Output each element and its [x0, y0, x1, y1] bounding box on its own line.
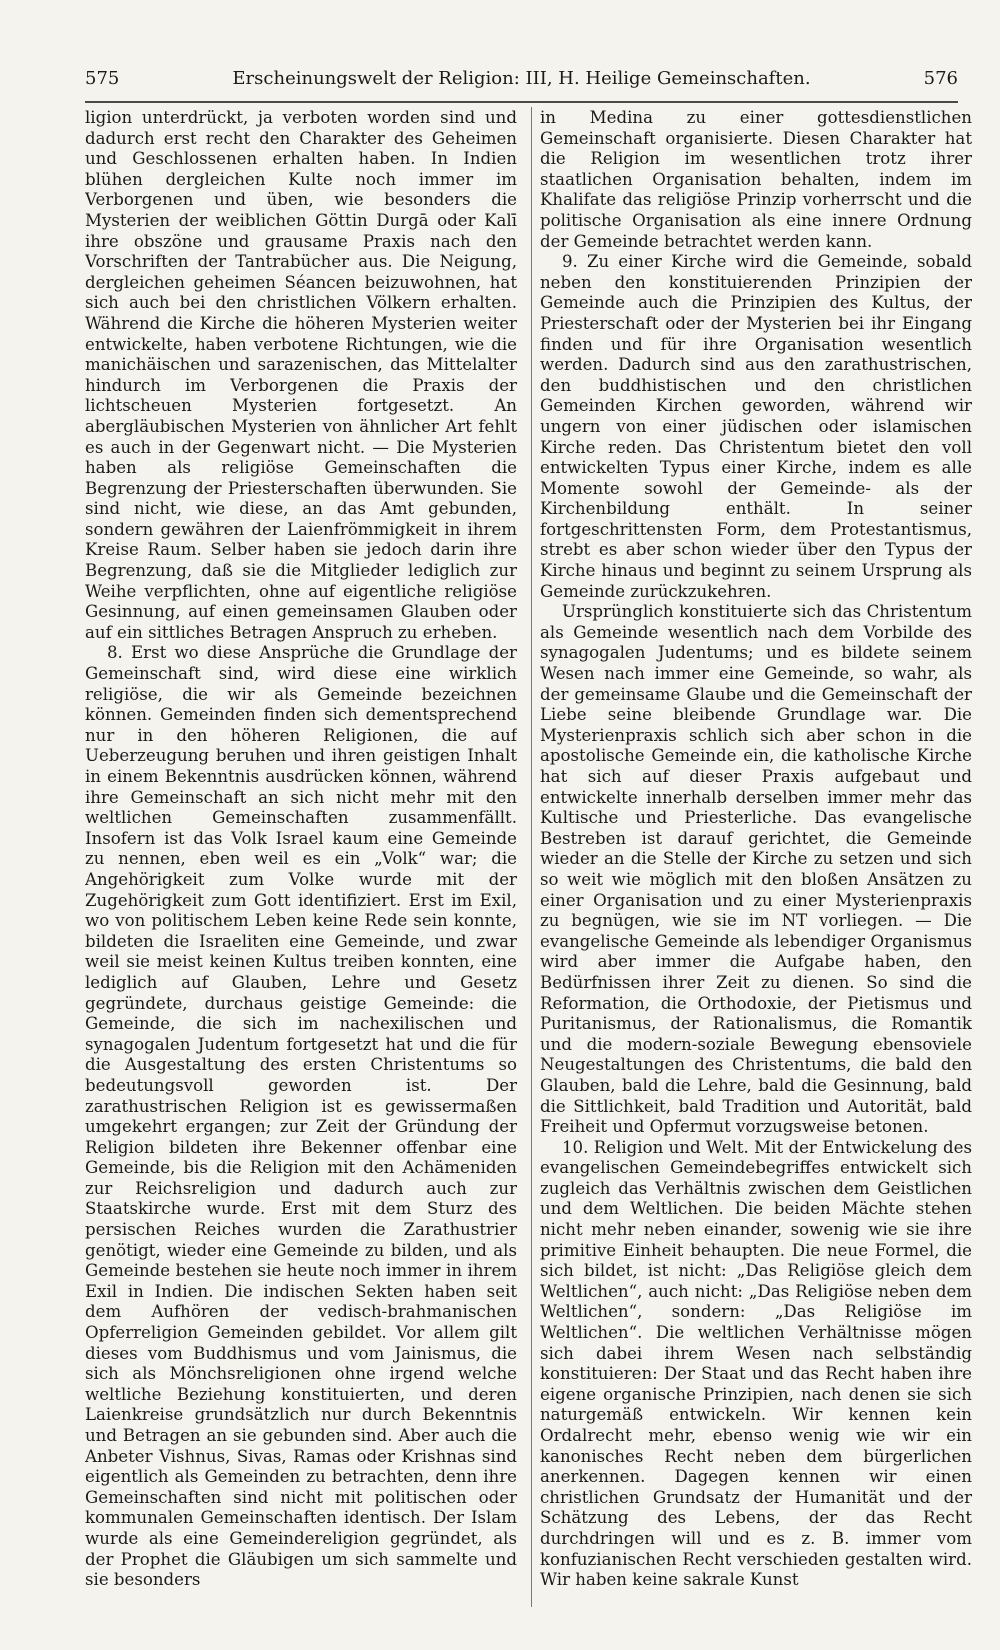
- page-number-left: 575: [85, 68, 120, 89]
- column-divider: [531, 107, 532, 1607]
- paragraph: 10. Religion und Welt. Mit der Entwickelung des evangelischen Gemeindebegriffes entwickelt sich zugleich das Verhältnis zwischen dem Geistlichen und dem Weltlichen. Die beiden Mächte stehen nicht mehr neben einander, sowenig wie sie ihre primitive Einheit behaupten. Die neue Formel, die sich bildet, ist nicht: „Das Religiöse gleich dem Weltlichen“, auch nicht: „Das Religiöse neben dem Weltlichen“, sondern: „Das Religiöse im Weltlichen“. Die weltlichen Verhältnisse mögen sich dabei ihrem Wesen nach selbständig konstituieren: Der Staat und das Recht haben ihre eigene organische Prinzipien, nach denen sie sich naturgemäß entwickeln. Wir kennen kein Ordalrecht mehr, ebenso wenig wie wir ein kanonisches Recht neben dem bürgerlichen anerkennen. Dagegen kennen wir einen christlichen Grundsatz der Humanität und der Schätzung des Lebens, der das Recht durchdringen will und es z. B. immer vom konfuzianischen Recht verschieden gestalten wird. Wir haben keine sakrale Kunst: [540, 1137, 972, 1590]
- header-rule: [85, 101, 958, 103]
- right-column: [540, 108, 972, 1613]
- running-title: Erscheinungswelt der Religion: III, H. Heilige Gemeinschaften.: [232, 68, 811, 89]
- left-column: [85, 108, 517, 1613]
- page-number-right: 576: [923, 68, 958, 89]
- paragraph: ligion unterdrückt, ja verboten worden sind und dadurch erst recht den Charakter des Geheimen und Geschlossenen erhalten haben. In Indien blühen dergleichen Kulte noch immer im Verborgenen und üben, wie besonders die Mysterien der weiblichen Göttin Durgā oder Kalī ihre obszöne und grausame Praxis nach den Vorschriften der Tantrabücher aus. Die Neigung, dergleichen geheimen Séancen beizuwohnen, hat sich auch bei den christlichen Völkern erhalten. Während die Kirche die höheren Mysterien weiter entwickelte, haben verbotene Richtungen, wie die manichäischen und sarazenischen, das Mittelalter hindurch im Verborgenen die Praxis der lichtscheuen Mysterien fortgesetzt. An abergläubischen Mysterien von ähnlicher Art fehlt es auch in der Gegenwart nicht. — Die Mysterien haben als religiöse Gemeinschaften die Begrenzung der Priesterschaften überwunden. Sie sind nicht, wie diese, an das Amt gebunden, sondern gewähren der Laienfrömmigkeit in ihrem Kreise Raum. Selber haben sie jedoch darin ihre Begrenzung, daß sie die Mitglieder lediglich zur Weihe verpflichten, ohne auf eigentliche religiöse Gesinnung, auf einen gemeinsamen Glauben oder auf ein sittliches Betragen Anspruch zu erheben.: [85, 108, 517, 642]
- page-header: [85, 62, 958, 96]
- paragraph: in Medina zu einer gottesdienstlichen Gemeinschaft organisierte. Diesen Charakter hat die Religion im wesentlichen trotz ihrer staatlichen Organisation behalten, indem im Khalifate das religiöse Prinzip vorherrscht und die politische Organisation als eine innere Ordnung der Gemeinde betrachtet werden kann.: [540, 108, 972, 251]
- paragraph: 8. Erst wo diese Ansprüche die Grundlage der Gemeinschaft sind, wird diese eine wirklich religiöse, die wir als Gemeinde bezeichnen können. Gemeinden finden sich dementsprechend nur in den höheren Religionen, die auf Ueberzeugung beruhen und ihren geistigen Inhalt in einem Bekenntnis ausdrücken können, während ihre Gemeinschaft an sich nicht mehr mit den weltlichen Gemeinschaften zusammenfällt. Insofern ist das Volk Israel kaum eine Gemeinde zu nennen, eben weil es ein „Volk“ war; die Angehörigkeit zum Volke wurde mit der Zugehörigkeit zum Gott identifiziert. Erst im Exil, wo von politischem Leben keine Rede sein konnte, bildeten die Israeliten eine Gemeinde, und zwar weil sie meist keinen Kultus treiben konnten, eine lediglich auf Glauben, Lehre und Gesetz gegründete, durchaus geistige Gemeinde: die Gemeinde, die sich im nachexilischen und synagogalen Judentum fortgesetzt hat und die für die Ausgestaltung des ersten Christentums so bedeutungsvoll geworden ist. Der zarathustrischen Religion ist es gewissermaßen umgekehrt ergangen; zur Zeit der Gründung der Religion bildeten ihre Bekenner offenbar eine Gemeinde, bis die Religion mit den Achämeniden zur Reichsreligion und dadurch auch zur Staatskirche wurde. Erst mit dem Sturz des persischen Reiches wurden die Zarathustrier genötigt, wieder eine Gemeinde zu bilden, und als Gemeinde bestehen sie heute noch immer in ihrem Exil in Indien. Die indischen Sekten haben seit dem Aufhören der vedisch-brahmanischen Opferreligion Gemeinden gebildet. Vor allem gilt dieses vom Buddhismus und vom Jainismus, die sich als Mönchsreligionen ohne irgend welche weltliche Beziehung konstituierten, und deren Laienkreise grundsätzlich nur durch Bekenntnis und Betragen an sie gebunden sind. Aber auch die Anbeter Vishnus, Sivas, Ramas oder Krishnas sind eigentlich als Gemeinden zu betrachten, denn ihre Gemeinschaften sind nicht mit politischen oder kommunalen Gemeinschaften identisch. Der Islam wurde als eine Gemeindereligion gegründet, als der Prophet die Gläubigen um sich sammelte und sie besonders: [85, 643, 517, 1590]
- paragraph: 9. Zu einer Kirche wird die Gemeinde, sobald neben den konstituierenden Prinzipien der Gemeinde auch die Prinzipien des Kultus, der Priesterschaft oder der Mysterien bei ihr Eingang finden und für ihre Organisation wesentlich werden. Dadurch sind aus den zarathustrischen, den buddhistischen und den christlichen Gemeinden Kirchen geworden, während wir ungern von einer jüdischen oder islamischen Kirche reden. Das Christentum bietet den voll entwickelten Typus einer Kirche, indem es alle Momente sowohl der Gemeinde- als der Kirchenbildung enthält. In seiner fortgeschrittensten Form, dem Protestantismus, strebt es aber schon wieder über den Typus der Kirche hinaus und beginnt zu seinem Ursprung als Gemeinde zurückzukehren.: [540, 252, 972, 601]
- paragraph: Ursprünglich konstituierte sich das Christentum als Gemeinde wesentlich nach dem Vorbilde des synagogalen Judentums; und es bildete seinem Wesen nach immer eine Gemeinde, so wahr, als der gemeinsame Glaube und die Gemeinschaft der Liebe seine bleibende Grundlage war. Die Mysterienpraxis schlich sich aber schon in die apostolische Gemeinde ein, die katholische Kirche hat sich auf dieser Praxis aufgebaut und entwickelte innerhalb derselben immer mehr das Kultische und Priesterliche. Das evangelische Bestreben ist darauf gerichtet, die Gemeinde wieder an die Stelle der Kirche zu setzen und sich so weit wie möglich mit den bloßen Ansätzen zu einer Organisation und zu einer Mysterienpraxis zu begnügen, wie sie im NT vorliegen. — Die evangelische Gemeinde als lebendiger Organismus wird aber immer die Aufgabe haben, den Bedürfnissen ihrer Zeit zu dienen. So sind die Reformation, die Orthodoxie, der Pietismus und Puritanismus, der Rationalismus, die Romantik und die modern-soziale Bewegung ebensoviele Neugestaltungen des Christentums, die bald den Glauben, bald die Lehre, bald die Gesinnung, bald die Sittlichkeit, bald Tradition und Autorität, bald Freiheit und Opfermut vorzugsweise betonen.: [540, 602, 972, 1137]
